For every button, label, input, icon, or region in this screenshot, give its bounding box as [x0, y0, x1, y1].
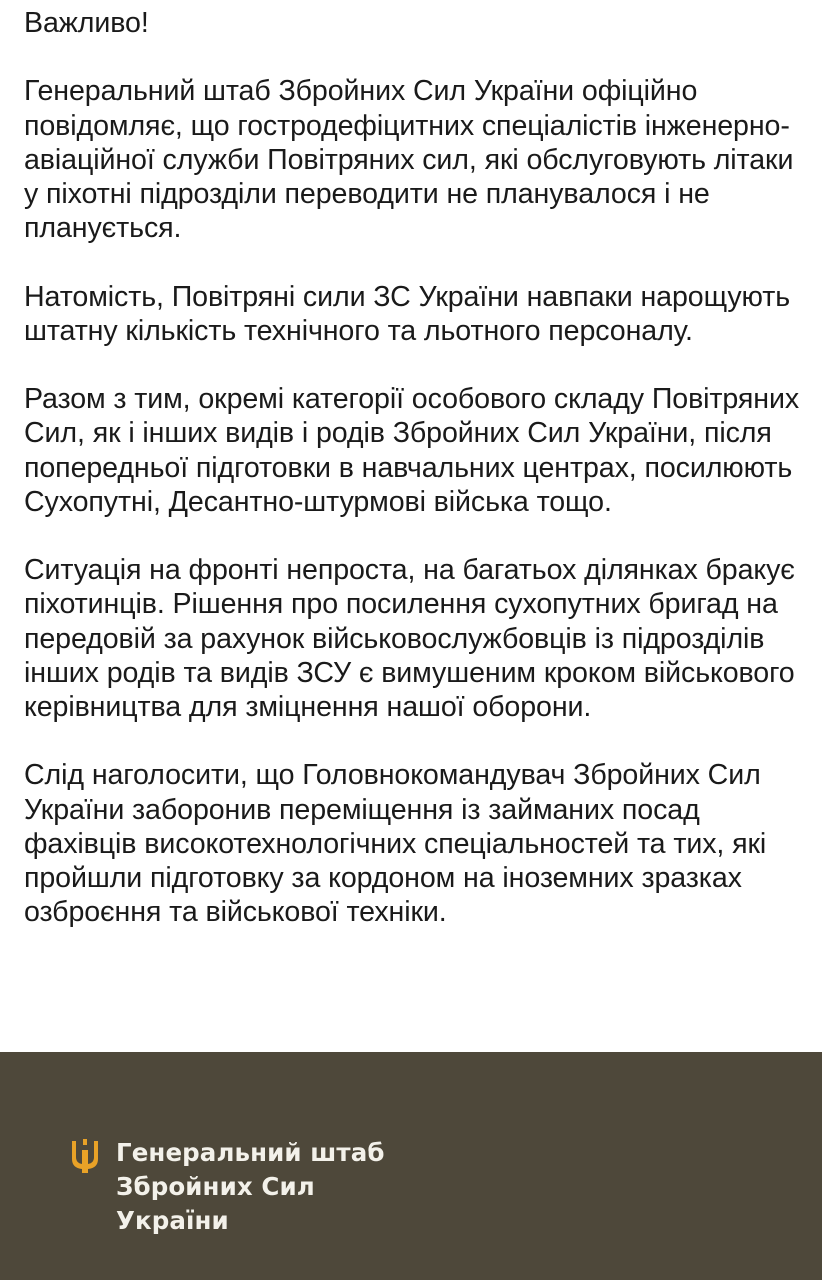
paragraph-official-statement: Генеральний штаб Збройних Сил України офіційно повідомляє, що гостродефіцитних спеціалістів інженерно-авіаційної служби Повітряних сил, які обслуговують літаки у піхотні підрозділи переводити не планувалося і не планується.: [24, 75, 794, 245]
brand-line-1: Генеральний штаб: [116, 1138, 385, 1167]
banner-brand: [72, 1136, 385, 1238]
paragraph-front-situation: Ситуація на фронті непроста, на багатьох ділянках бракує піхотинців. Рішення про посилення сухопутних бригад на передовій за рахунок військовослужбовців із підрозділів інших родів та видів ЗСУ є вимушеним кроком військового керівництва для зміцнення нашої оборони.: [24, 554, 795, 723]
general-staff-banner: [0, 1052, 822, 1280]
paragraph-air-force-staffing: Натомість, Повітряні сили ЗС України навпаки нарощують штатну кількість технічного та льотного персоналу.: [24, 280, 791, 347]
post-heading: Важливо!: [24, 7, 149, 39]
brand-line-3: України: [116, 1206, 229, 1235]
trident-icon: [72, 1139, 98, 1173]
paragraph-reinforcement: Разом з тим, окремі категорії особового складу Повітряних Сил, як і інших видів і родів Збройних Сил України, після попередньої підготовки в навчальних центрах, посилюють Сухопутні, Десантно-штурмові війська тощо.: [24, 383, 800, 518]
paragraph-commander-ban: Слід наголосити, що Головнокомандувач Збройних Сил України заборонив переміщення із займаних посад фахівців високотехнологічних спеціальностей та тих, які пройшли підготовку за кордоном на іноземних зразках озброєння та військової техніки.: [24, 759, 767, 929]
brand-name: [116, 1136, 385, 1238]
post-text: [24, 6, 810, 964]
brand-line-2: Збройних Сил: [116, 1172, 315, 1201]
